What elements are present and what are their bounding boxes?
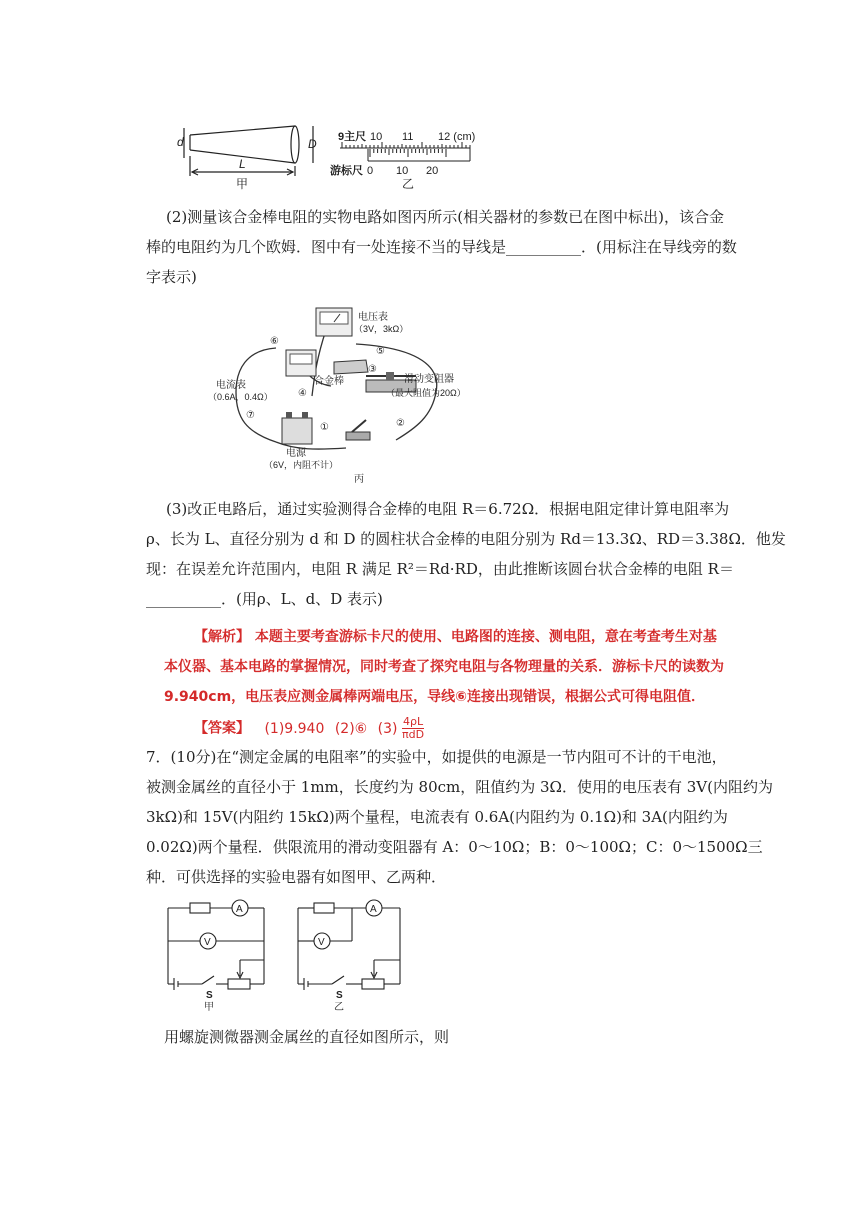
answer-denominator: πdD bbox=[401, 728, 425, 741]
last-line: 用螺旋测微器测金属丝的直径如图所示，则 bbox=[164, 1028, 450, 1046]
q7-line5: 种．可供选择的实验电器有如图甲、乙两种． bbox=[146, 868, 447, 886]
rod-L-label: L bbox=[239, 157, 246, 171]
q7-line4: 0.02Ω)两个量程．供限流用的滑动变阻器有 A：0～10Ω；B：0～100Ω；C：0～1500Ω三 bbox=[146, 838, 763, 856]
source-label: 电源 bbox=[286, 448, 306, 459]
caliper-caption: 乙 bbox=[402, 177, 415, 190]
rheostat-spec: （最大阻值为20Ω） bbox=[386, 388, 466, 398]
schematic-left bbox=[168, 900, 264, 990]
left-voltmeter-symbol: V bbox=[204, 937, 211, 948]
answer-numerator: 4ρL bbox=[402, 715, 424, 728]
q7-line3: 3kΩ)和 15V(内阻约 15kΩ)两个量程，电流表有 0.6A(内阻约为 0.1Ω)和 3A(内阻约为 bbox=[146, 808, 728, 826]
left-switch-label: S bbox=[206, 990, 213, 1001]
q7-line2: 被测金属丝的直径小于 1mm，长度约为 80cm，阻值约为 3Ω．使用的电压表有 3V(内阻约为 bbox=[146, 778, 773, 796]
schematic-right bbox=[298, 900, 400, 990]
ammeter-label: 电流表 bbox=[216, 380, 246, 391]
figure-physical-circuit bbox=[206, 300, 466, 488]
wire-label-3: ③ bbox=[368, 364, 377, 375]
alloy-rod-device bbox=[334, 360, 368, 374]
right-ammeter-symbol: A bbox=[370, 904, 377, 915]
caliper-vernier-tick-20: 20 bbox=[426, 165, 439, 177]
ammeter-device bbox=[286, 350, 316, 376]
caliper-main-label: 9主尺 bbox=[338, 131, 367, 143]
para3-line4: __________．(用ρ、L、d、D 表示) bbox=[146, 590, 383, 608]
rod-d-label: d bbox=[177, 135, 184, 149]
answer-label: 【答案】 bbox=[194, 720, 250, 737]
voltmeter-label: 电压表 bbox=[358, 312, 388, 323]
caliper-tick-12: 12 (cm) bbox=[438, 131, 476, 143]
caliper-tick-11: 11 bbox=[402, 131, 414, 143]
right-voltmeter-symbol: V bbox=[318, 937, 325, 948]
caliper-tick-10: 10 bbox=[370, 131, 383, 143]
caliper-vernier-tick-10: 10 bbox=[396, 165, 409, 177]
figure-rod-and-caliper bbox=[170, 118, 510, 190]
analysis bbox=[164, 622, 724, 712]
voltmeter-spec: （3V，3kΩ） bbox=[354, 324, 409, 334]
question-7 bbox=[146, 742, 773, 892]
para3-line2: ρ、长为 L、直径分别为 d 和 D 的圆柱状合金棒的电阻分别为 Rd＝13.3Ω、RD＝3.38Ω．他发 bbox=[146, 530, 786, 548]
answer-1: (1)9.940 bbox=[264, 720, 325, 737]
ammeter-spec: （0.6A，0.4Ω） bbox=[208, 392, 273, 402]
caliper-vernier-tick-0: 0 bbox=[367, 165, 374, 177]
vernier-caliper-drawing bbox=[340, 142, 470, 161]
right-switch-label: S bbox=[336, 990, 343, 1001]
rheostat-label: 滑动变阻器 bbox=[404, 374, 454, 385]
answer-3: (3) bbox=[377, 720, 398, 737]
wire-label-1: ① bbox=[320, 422, 329, 433]
rod-label: 合金棒 bbox=[314, 376, 344, 387]
para3 bbox=[146, 494, 786, 614]
analysis-line2: 本仪器、基本电路的掌握情况，同时考查了探究电阻与各物理量的关系．游标卡尺的读数为 bbox=[164, 659, 724, 675]
answer-2: (2)⑥ bbox=[334, 720, 368, 737]
left-caption: 甲 bbox=[204, 1002, 214, 1012]
figure-schematics bbox=[160, 894, 420, 1012]
left-ammeter-symbol: A bbox=[236, 904, 243, 915]
wire-label-6: ⑥ bbox=[270, 336, 279, 347]
para3-line3: 现：在误差允许范围内，电阻 R 满足 R²＝Rd·RD，由此推断该圆台状合金棒的电阻 R＝ bbox=[146, 560, 734, 578]
battery-device bbox=[282, 412, 312, 444]
para2-line2: 棒的电阻约为几个欧姆．图中有一处连接不当的导线是__________．(用标注在导线旁的数 bbox=[146, 238, 737, 256]
rod-D-label: D bbox=[308, 137, 317, 151]
right-caption: 乙 bbox=[334, 1002, 344, 1012]
switch-device bbox=[346, 420, 370, 440]
tapered-rod-drawing bbox=[184, 126, 313, 176]
source-spec: （6V，内阻不计） bbox=[264, 460, 339, 470]
wire-label-2: ② bbox=[396, 418, 405, 429]
analysis-line3: 9.940cm，电压表应测金属棒两端电压，导线⑥连接出现错误，根据公式可得电阻值． bbox=[164, 689, 706, 705]
para2-line1: (2)测量该合金棒电阻的实物电路如图丙所示(相关器材的参数已在图中标出)，该合金 bbox=[166, 208, 724, 226]
wire-label-7: ⑦ bbox=[246, 410, 255, 421]
wire-label-5: ⑤ bbox=[376, 346, 385, 357]
para2-line3: 字表示) bbox=[146, 268, 197, 286]
para2 bbox=[146, 202, 737, 292]
caliper-vernier-label: 游标尺 bbox=[330, 165, 363, 177]
q7-line1: 7．(10分)在“测定金属的电阻率”的实验中，如提供的电源是一节内阻可不计的干电池， bbox=[146, 748, 727, 766]
voltmeter-device bbox=[316, 308, 352, 336]
circuit-caption: 丙 bbox=[354, 474, 364, 485]
answer bbox=[194, 716, 424, 741]
analysis-line1: 【解析】 本题主要考查游标卡尺的使用、电路图的连接、测电阻，意在考查考生对基 bbox=[194, 629, 717, 645]
para3-line1: (3)改正电路后，通过实验测得合金棒的电阻 R＝6.72Ω．根据电阻定律计算电阻率为 bbox=[166, 500, 730, 518]
wire-label-4: ④ bbox=[298, 388, 307, 399]
rod-caption: 甲 bbox=[236, 177, 249, 190]
answer-fraction bbox=[402, 716, 424, 741]
